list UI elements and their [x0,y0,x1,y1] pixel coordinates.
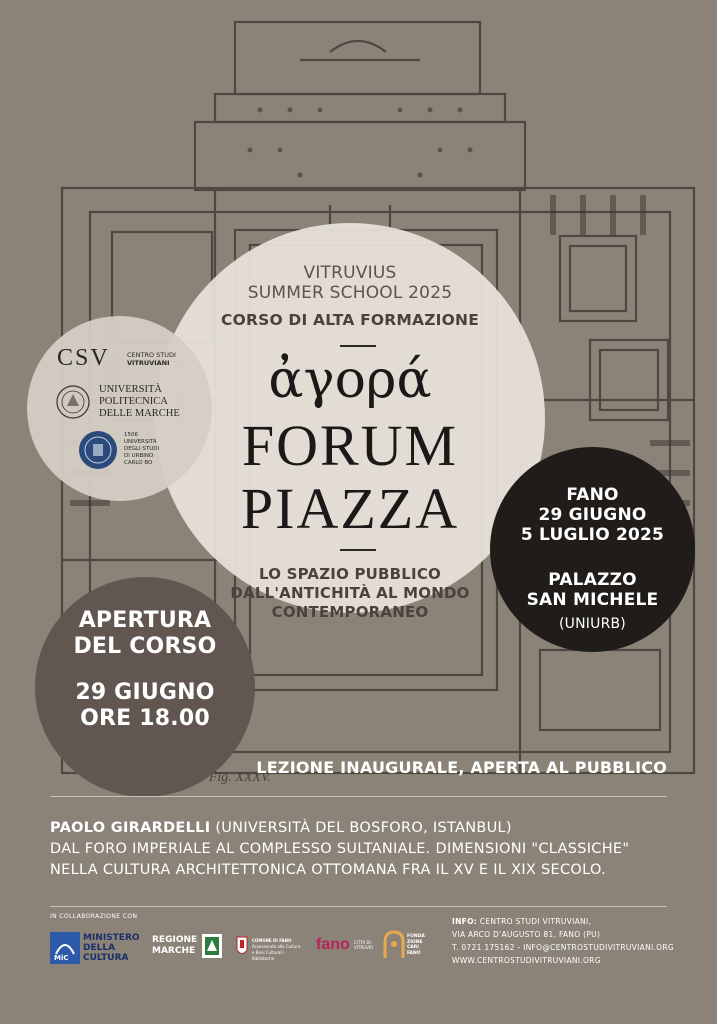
fondazione-emblem-icon [383,930,405,960]
fano-logo-text: fano [316,936,350,953]
event-date-start: 29 GIUGNO [538,505,647,525]
divider-bottom [340,549,376,551]
csv-logo [57,347,207,373]
uniurb-line3: DI URBINO [124,453,154,459]
fano-sub-line1: CITTÀ DI [354,940,371,945]
speaker-affiliation: (UNIVERSITÀ DEL BOSFORO, ISTANBUL) [210,820,512,836]
event-date-end: 5 LUGLIO 2025 [520,525,665,545]
uniurb-line1: UNIVERSITÀ [124,439,157,445]
speaker-name: PAOLO GIRARDELLI [50,820,211,836]
regione-line2: MARCHE [152,946,196,956]
header-line2: SUMMER SCHOOL 2025 [247,283,453,303]
lecture-heading: LEZIONE INAUGURALE, APERTA AL PUBBLICO [256,758,667,777]
fano-vitruvio-logo [316,936,376,962]
header-line1: VITRUVIUS [303,263,397,283]
event-dates [505,485,680,545]
fondazione-line3: CARI [407,945,419,950]
opening-datetime [45,680,245,732]
regione-name [152,935,197,957]
opening-time: ORE 18.00 [80,706,210,731]
mic-label: MiC [54,954,69,962]
ministero-line2: DELLA [83,943,116,953]
regione-line1: REGIONE [152,935,198,945]
univpm-line3: DELLE MARCHE [99,408,180,419]
venue-line2: SAN MICHELE [526,590,659,610]
opening-line2: DEL CORSO [73,634,217,659]
opening-line1: APERTURA [78,608,212,633]
info-block [452,915,674,967]
speaker-block [50,818,690,881]
comune-line2: Assessorato alla Cultura [252,944,301,949]
csv-name [127,351,176,367]
regione-logo [152,934,224,964]
ministero-name [83,933,140,963]
theme-line3: CONTEMPORANEO [271,603,429,621]
plan-caption: Fig. XXXV. [208,770,272,785]
theme-line2: DALL'ANTICHITÀ AL MONDO [230,584,470,602]
opening-date: 29 GIUGNO [75,680,215,705]
univpm-line1: UNIVERSITÀ [99,384,162,395]
talk-title-line2: NELLA CULTURA ARCHITETTONICA OTTOMANA FRA IL XV E IL XIX SECOLO. [50,862,607,878]
fondazione-logo [383,930,433,966]
info-org: CENTRO STUDI VITRUVIANI, [477,917,592,926]
univpm-logo [55,382,205,422]
divider-footer [50,906,667,907]
fano-sub-line2: VITRUVIO [354,945,374,950]
comune-text [252,938,306,962]
event-city: FANO [566,485,619,505]
collaboration-label: IN COLLABORAZIONE CON [50,913,138,920]
opening-title [45,608,245,660]
fondazione-line4: FANO [407,950,421,956]
ministero-logo [50,932,140,966]
ministero-line3: CULTURA [83,953,129,963]
csv-name-line2: VITRUVIANI [127,359,170,367]
univpm-line2: POLITECNICA [99,396,168,407]
divider-top [340,345,376,347]
univpm-seal-icon [55,384,91,420]
uniurb-line4: CARLO BO [124,460,153,466]
uniurb-seal-icon [78,430,118,470]
regione-emblem-icon [202,934,222,958]
title-piazza: PIAZZA [240,476,460,541]
event-venue [505,570,680,610]
info-contacts[interactable]: T. 0721 175162 - INFO@CENTROSTUDIVITRUVIANI.ORG [452,943,675,952]
uniurb-name [124,432,159,467]
header-title [175,263,525,303]
fondazione-name [407,934,425,956]
uniurb-line2: DEGLI STUDI [124,446,160,452]
venue-note: (UNIURB) [559,616,626,632]
divider-lecture [50,796,667,797]
info-label: INFO: [452,917,478,926]
fondazione-line2: ZIONE [407,939,423,945]
uniurb-logo [78,430,198,474]
comune-line1: COMUNE DI FANO [252,938,292,943]
fano-logo-sub [354,940,373,950]
course-subtitle: CORSO DI ALTA FORMAZIONE [221,311,479,329]
talk-title-line1: DAL FORO IMPERIALE AL COMPLESSO SULTANIALE. DIMENSIONI "CLASSICHE" [50,841,630,857]
title-greek: ἀγορά [268,350,432,410]
info-org-line [452,915,674,928]
title-forum: FORUM [241,413,459,478]
univpm-name [99,384,180,420]
info-website[interactable]: WWW.CENTROSTUDIVITRUVIANI.ORG [452,956,601,965]
venue-line1: PALAZZO [548,570,637,590]
csv-name-line1: CENTRO STUDI [127,351,176,359]
comune-line3: e Beni Culturali - Biblioteche [252,950,286,961]
comune-crest-icon [236,936,248,958]
csv-mark: CSV [57,345,110,371]
ministero-line1: MINISTERO [83,933,140,943]
comune-logo [236,936,306,964]
speaker-line [50,818,690,839]
theme-line1: LO SPAZIO PUBBLICO [259,565,441,583]
info-address: VIA ARCO D'AUGUSTO 81, FANO (PU) [452,930,601,939]
uniurb-year: 1506 [124,432,138,438]
fondazione-line1: FONDA [407,934,425,939]
